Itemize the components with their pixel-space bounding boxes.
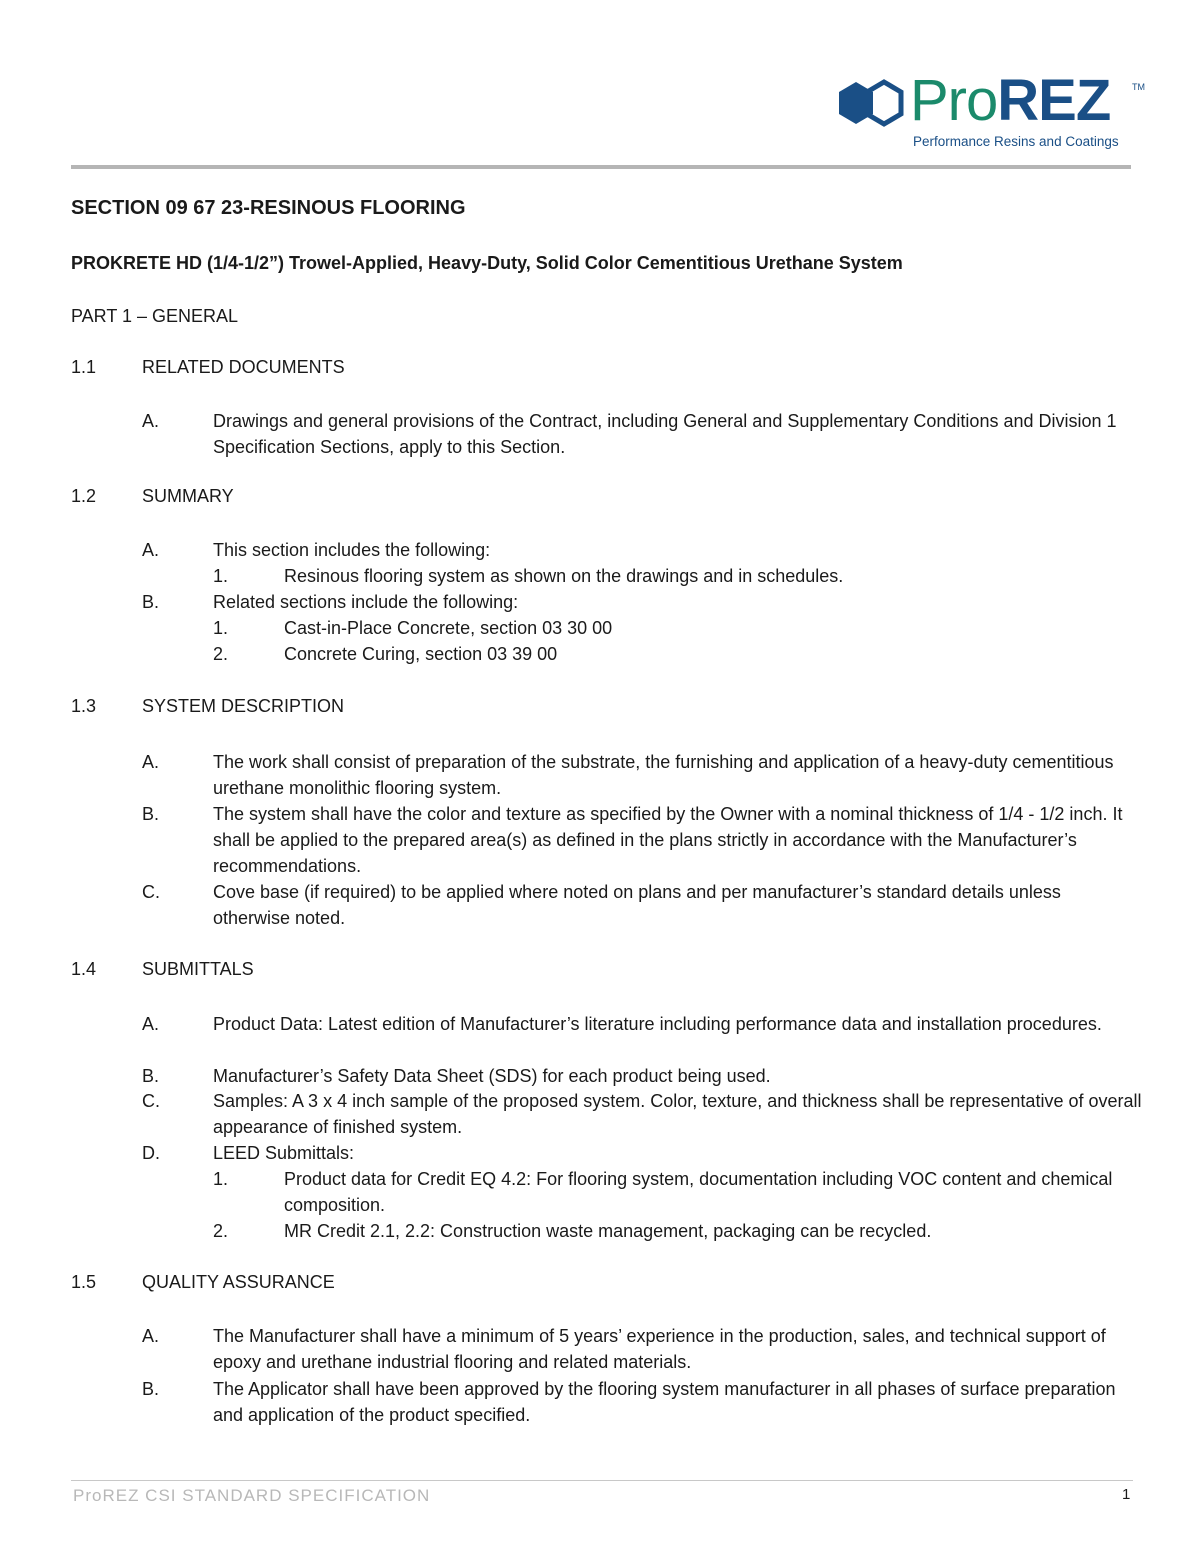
subitem-label: 1. xyxy=(213,1169,229,1189)
item-label: A. xyxy=(142,752,160,772)
item-label: B. xyxy=(142,804,160,824)
logo-pro: Pro xyxy=(910,68,998,133)
item-text: Cove base (if required) to be applied where noted on plans and per manufacturer’s standard details unless otherwise noted. xyxy=(213,882,1061,928)
item-text: Samples: A 3 x 4 inch sample of the proposed system. Color, texture, and thickness shall be representative of overall appearance of finished system. xyxy=(213,1091,1142,1137)
item-label: B. xyxy=(142,592,160,612)
subitem-label: 2. xyxy=(213,1221,229,1241)
header-divider xyxy=(71,165,1131,169)
item-1-2-b xyxy=(142,589,1142,615)
item-text: This section includes the following: xyxy=(213,540,491,560)
item-label: B. xyxy=(142,1379,160,1399)
heading-title: RELATED DOCUMENTS xyxy=(142,357,345,377)
item-text: LEED Submittals: xyxy=(213,1143,355,1163)
subitem-text: Concrete Curing, section 03 39 00 xyxy=(284,644,558,664)
item-text: The Applicator shall have been approved by the flooring system manufacturer in all phases of surface preparation and application of the product specified. xyxy=(213,1379,1116,1425)
heading-title: QUALITY ASSURANCE xyxy=(142,1272,335,1292)
item-1-4-d xyxy=(142,1140,1142,1166)
item-1-4-a xyxy=(142,1011,1142,1037)
heading-number: 1.3 xyxy=(71,696,97,716)
subitem-1-4-d-1 xyxy=(213,1166,1143,1218)
subitem-1-4-d-2 xyxy=(213,1218,1143,1244)
subitem-1-2-b-2 xyxy=(213,641,1143,667)
item-1-3-c xyxy=(142,879,1142,931)
subitem-text: Cast-in-Place Concrete, section 03 30 00 xyxy=(284,618,613,638)
item-label: C. xyxy=(142,882,160,902)
heading-title: SUMMARY xyxy=(142,486,234,506)
item-label: D. xyxy=(142,1143,160,1163)
item-1-4-b xyxy=(142,1063,1142,1089)
heading-number: 1.5 xyxy=(71,1272,97,1292)
item-text: Manufacturer’s Safety Data Sheet (SDS) for each product being used. xyxy=(213,1066,771,1086)
item-text: The Manufacturer shall have a minimum of 5 years’ experience in the production, sales, and technical support of epoxy and urethane industrial flooring and related materials. xyxy=(213,1326,1106,1372)
subitem-1-2-b-1 xyxy=(213,615,1143,641)
item-text: Product Data: Latest edition of Manufacturer’s literature including performance data and installation procedures. xyxy=(213,1014,1102,1034)
heading-number: 1.1 xyxy=(71,357,97,377)
item-1-4-c xyxy=(142,1088,1142,1140)
heading-title: SYSTEM DESCRIPTION xyxy=(142,696,345,716)
subitem-1-2-a-1 xyxy=(213,563,1143,589)
prorez-logo xyxy=(836,68,1152,156)
item-label: A. xyxy=(142,1326,160,1346)
footer-text: ProREZ CSI STANDARD SPECIFICATION xyxy=(73,1486,431,1505)
subitem-text: Resinous flooring system as shown on the drawings and in schedules. xyxy=(284,566,844,586)
subitem-label: 1. xyxy=(213,566,229,586)
item-text: Related sections include the following: xyxy=(213,592,519,612)
logo-tagline: Performance Resins and Coatings xyxy=(913,134,1119,149)
heading-number: 1.4 xyxy=(71,959,97,979)
subitem-label: 2. xyxy=(213,644,229,664)
page-number: 1 xyxy=(1122,1486,1131,1503)
footer-divider xyxy=(71,1480,1133,1481)
subitem-text: Product data for Credit EQ 4.2: For flooring system, documentation including VOC content and chemical composition. xyxy=(284,1169,1113,1215)
item-label: A. xyxy=(142,1014,160,1034)
subitem-label: 1. xyxy=(213,618,229,638)
item-text: The system shall have the color and texture as specified by the Owner with a nominal thickness of 1/4 - 1/2 inch. It shall be applied to the prepared area(s) as defined in the plans strictly in accordance with the Manufacturer’s recommendations. xyxy=(213,804,1123,876)
item-text: The work shall consist of preparation of the substrate, the furnishing and application of a heavy-duty cementitious urethane monolithic flooring system. xyxy=(213,752,1114,798)
item-1-2-a xyxy=(142,537,1142,563)
subitem-text: MR Credit 2.1, 2.2: Construction waste management, packaging can be recycled. xyxy=(284,1221,932,1241)
item-text: Drawings and general provisions of the Contract, including General and Supplementary Conditions and Division 1 Specification Sections, apply to this Section. xyxy=(213,411,1117,457)
part-heading: PART 1 – GENERAL xyxy=(71,306,239,326)
item-1-5-b xyxy=(142,1376,1142,1428)
item-label: A. xyxy=(142,411,160,431)
heading-number: 1.2 xyxy=(71,486,97,506)
logo-rez: REZ xyxy=(997,68,1111,133)
item-1-3-a xyxy=(142,749,1142,801)
heading-title: SUBMITTALS xyxy=(142,959,254,979)
item-1-1-a xyxy=(142,408,1142,460)
item-label: B. xyxy=(142,1066,160,1086)
item-label: A. xyxy=(142,540,160,560)
trademark: TM xyxy=(1132,82,1145,92)
item-label: C. xyxy=(142,1091,160,1111)
hexagon-logo-icon xyxy=(836,78,908,134)
section-title: SECTION 09 67 23-RESINOUS FLOORING xyxy=(71,197,466,219)
item-1-3-b xyxy=(142,801,1142,879)
item-1-5-a xyxy=(142,1323,1142,1375)
system-subtitle: PROKRETE HD (1/4-1/2”) Trowel-Applied, Heavy-Duty, Solid Color Cementitious Urethane System xyxy=(71,253,903,273)
logo-wordmark xyxy=(910,70,1110,132)
